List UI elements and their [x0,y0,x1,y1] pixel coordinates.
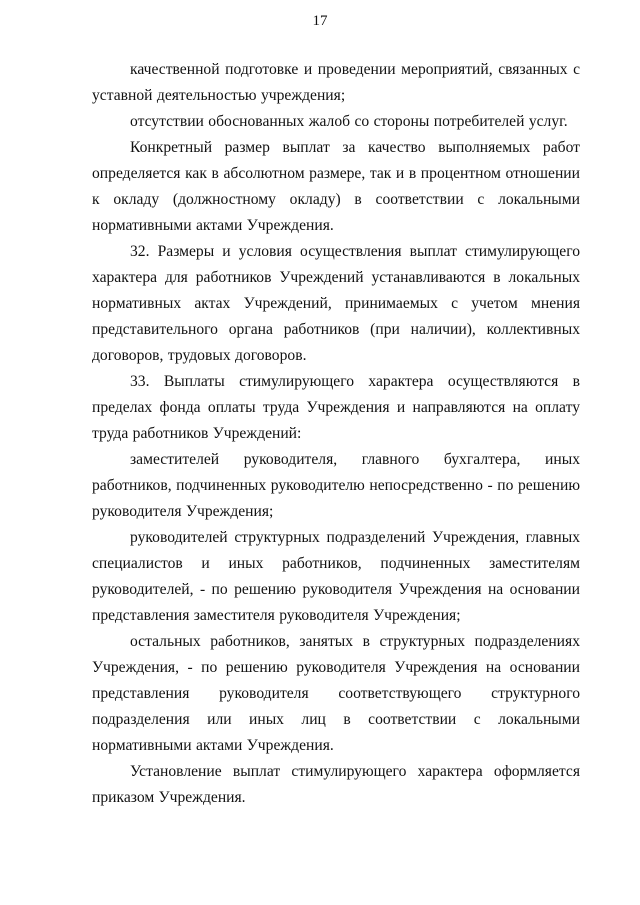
paragraph-other-employees: остальных работников, занятых в структурных подразделениях Учреждения, - по решению руководителя Учреждения на основании представления руководителя соответствующего структурного подразделения или иных лиц в соответствии с локальными нормативными актами Учреждения. [92,633,580,754]
paragraph-division-heads: руководителей структурных подразделений Учреждения, главных специалистов и иных работников, подчиненных заместителям руководителей, - по решению руководителя Учреждения на основании представления заместителя руководителя Учреждения; [92,529,580,624]
document-body [92,57,580,811]
paragraph-clause-33: 33. Выплаты стимулирующего характера осуществляются в пределах фонда оплаты труда Учреждения и направляются на оплату труда работников Учреждений: [92,373,580,442]
page-number: 17 [312,13,328,29]
paragraph-payment-size: Конкретный размер выплат за качество выполняемых работ определяется как в абсолютном размере, так и в процентном отношении к окладу (должностному окладу) в соответствии с локальными нормативными актами Учреждения. [92,139,580,234]
paragraph-no-complaints: отсутствии обоснованных жалоб со стороны потребителей услуг. [130,113,568,130]
paragraph-clause-32: 32. Размеры и условия осуществления выплат стимулирующего характера для работников Учреждений устанавливаются в локальных нормативных актах Учреждений, принимаемых с учетом мнения представительного органа работников (при наличии), коллективных договоров, трудовых договоров. [92,243,580,364]
paragraph-quality-preparation: качественной подготовке и проведении мероприятий, связанных с уставной деятельностью учреждения; [92,61,580,104]
paragraph-order: Установление выплат стимулирующего характера оформляется приказом Учреждения. [92,763,580,806]
paragraph-deputies: заместителей руководителя, главного бухгалтера, иных работников, подчиненных руководителю непосредственно - по решению руководителя Учреждения; [92,451,580,520]
